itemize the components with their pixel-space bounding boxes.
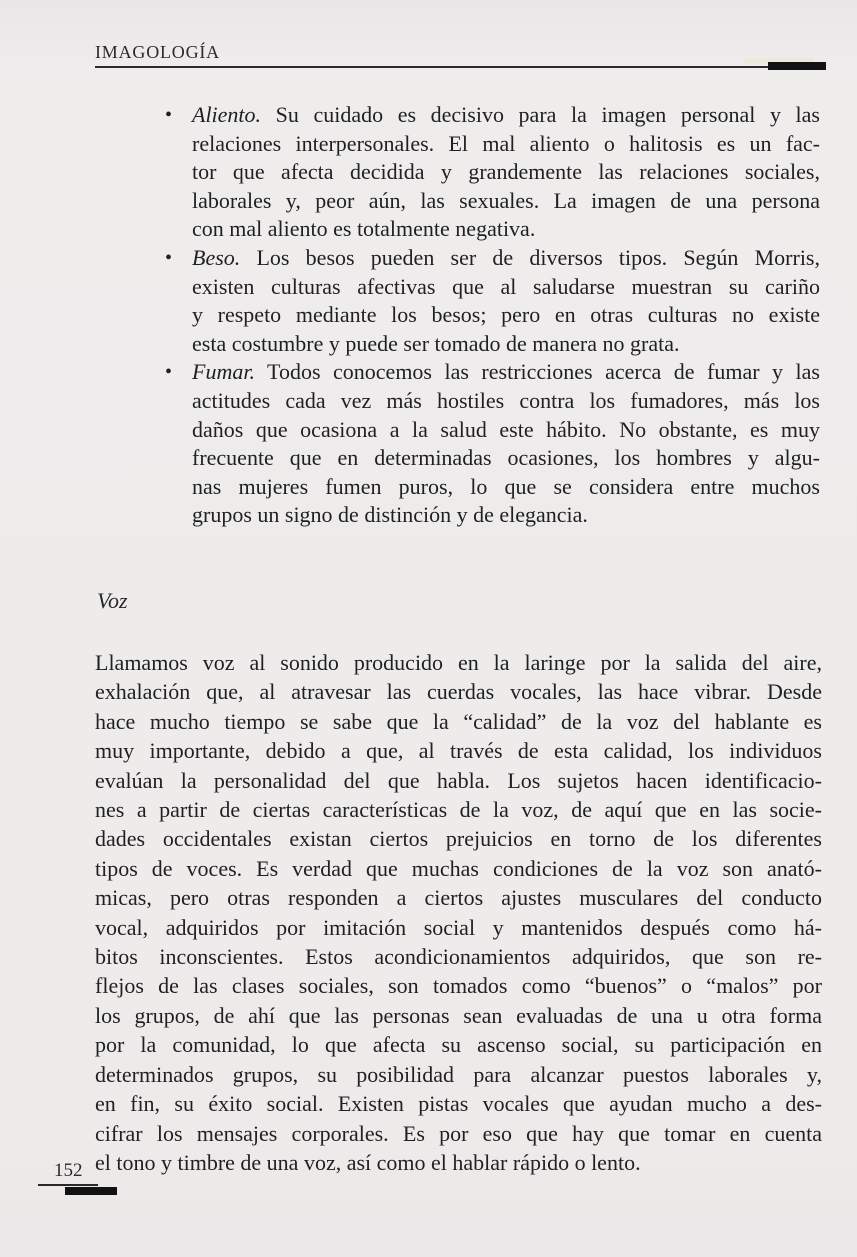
paragraph-line: micas, pero otras responden a ciertos ajustes musculares del conducto [95, 885, 822, 911]
bullet-lines [192, 358, 820, 530]
running-title: IMAGOLOGÍA [95, 42, 220, 62]
paragraph-line: en fin, su éxito social. Existen pistas vocales que ayudan mucho a des- [95, 1091, 822, 1117]
paragraph-line: cifrar los mensajes corporales. Es por eso que hay que tomar en cuenta [95, 1120, 822, 1146]
paragraph-line: nes a partir de ciertas características de la voz, de aquí que en las socie- [95, 797, 822, 823]
bullet-line: esta costumbre y puede ser tomado de manera no grata. [192, 330, 680, 356]
paragraph-line: vocal, adquiridos por imitación social y mantenidos después como há- [95, 914, 822, 940]
paragraph-line: flejos de las clases sociales, son tomados como “buenos” o “malos” por [95, 973, 822, 999]
paragraph-line: evalúan la personalidad del que habla. Los sujetos hacen identificacio- [95, 767, 822, 793]
paragraph-line: tipos de voces. Es verdad que muchas condiciones de la voz son anató- [95, 855, 822, 881]
bullet-icon: • [165, 361, 173, 384]
header-rule [95, 66, 822, 68]
paragraph-line: dades occidentales existan ciertos prejuicios en torno de los diferentes [95, 826, 822, 852]
page-number: 152 [54, 1160, 83, 1181]
bullet-icon: • [165, 246, 173, 269]
header-tab [768, 62, 826, 70]
page-footer [38, 1160, 158, 1186]
body-paragraph [95, 648, 822, 1177]
bullet-line: tor que afecta decidida y grandemente las relaciones sociales, [192, 159, 820, 185]
bullet-list [165, 101, 820, 530]
paragraph-line: Llamamos voz al sonido producido en la laringe por la salida del aire, [95, 650, 822, 675]
bullet-line: existen culturas afectivas que al saludarse muestran su cariño [192, 273, 820, 299]
paragraph-line: los grupos, de ahí que las personas sean evaluadas de una u otra forma [95, 1002, 822, 1028]
bullet-line: grupos un signo de distinción y de elegancia. [192, 502, 588, 528]
paragraph-line: bitos inconscientes. Estos acondicionamientos adquiridos, que son re- [95, 944, 822, 970]
bullet-line: nas mujeres fumen puros, lo que se considera entre muchos [192, 473, 820, 499]
bullet-line: frecuente que en determinadas ocasiones, los hombres y algu- [192, 445, 820, 471]
bullet-first-rest: Su cuidado es decisivo para la imagen personal y las [261, 102, 820, 127]
bullet-first-line [192, 358, 820, 387]
paragraph-line: determinados grupos, su posibilidad para alcanzar puestos laborales y, [95, 1061, 822, 1087]
bullet-line: y respeto mediante los besos; pero en otras culturas no existe [192, 302, 820, 328]
bullet-first-rest: Todos conocemos las restricciones acerca de fumar y las [254, 359, 820, 385]
bullet-line: actitudes cada vez más hostiles contra los fumadores, más los [192, 387, 820, 413]
footer-rule [38, 1184, 98, 1186]
section-heading-voz: Voz [97, 588, 128, 613]
bullet-line: con mal aliento es totalmente negativa. [192, 216, 536, 242]
bullet-line: relaciones interpersonales. El mal aliento o halitosis es un fac- [192, 130, 820, 156]
bullet-first-line [192, 101, 820, 130]
bullet-lines [192, 244, 820, 358]
paragraph-line: por la comunidad, lo que afecta su ascenso social, su participación en [95, 1032, 822, 1058]
paragraph-line: muy importante, debido a que, al través de esta calidad, los individuos [95, 738, 822, 764]
bullet-lead: Fumar. [192, 359, 255, 385]
list-item [165, 101, 820, 244]
bullet-line: daños que ocasiona a la salud este hábito. No obstante, es muy [192, 416, 820, 442]
list-item [165, 244, 820, 358]
bullet-lines [192, 101, 820, 244]
paragraph-line: hace mucho tiempo se sabe que la “calidad” de la voz del hablante es [95, 708, 822, 734]
running-head [95, 42, 822, 68]
bullet-line: laborales y, peor aún, las sexuales. La imagen de una persona [192, 187, 820, 213]
bullet-first-rest: Los besos pueden ser de diversos tipos. Según Morris, [240, 244, 820, 270]
bullet-lead: Aliento. [192, 102, 262, 127]
bullet-icon: • [165, 104, 173, 126]
paragraph-line: el tono y timbre de una voz, así como el hablar rápido o lento. [95, 1149, 641, 1175]
bullet-first-line [192, 244, 820, 273]
footer-tab [65, 1187, 117, 1195]
list-item [165, 358, 820, 530]
bullet-lead: Beso. [192, 244, 241, 270]
paragraph-line: exhalación que, al atravesar las cuerdas vocales, las hace vibrar. Desde [95, 679, 822, 705]
